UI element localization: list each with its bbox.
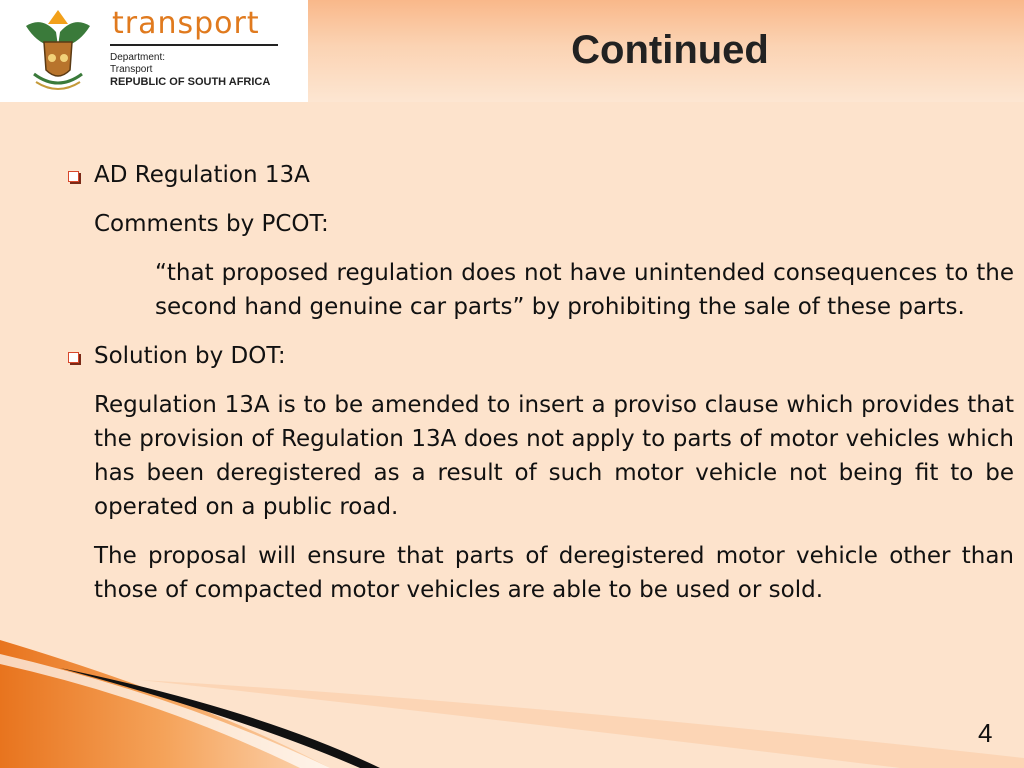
bullet-ad-regulation-text: AD Regulation 13A	[94, 162, 310, 188]
logo-department-name: Transport	[110, 64, 153, 75]
footer-swoosh-decoration	[0, 640, 1024, 768]
bullet-solution	[66, 339, 1014, 373]
bullet-solution-text: Solution by DOT:	[94, 343, 286, 369]
proposal-paragraph: The proposal will ensure that parts of deregistered motor vehicle other than those of compacted motor vehicles are able to be used or sold.	[94, 543, 1014, 603]
header-logo	[0, 0, 308, 102]
solution-paragraph: Regulation 13A is to be amended to insert a proviso clause which provides that the provision of Regulation 13A does not apply to parts of motor vehicles which has been deregistered as a result of such motor vehicle not being fit to be operated on a public road.	[94, 392, 1014, 520]
slide-title: Continued	[571, 28, 769, 72]
bullet-ad-regulation	[66, 158, 1014, 192]
logo-department-label: Department:	[110, 52, 166, 63]
logo-divider	[110, 44, 278, 46]
comments-heading: Comments by PCOT:	[94, 211, 329, 237]
slide-content	[66, 158, 1014, 622]
page-number: 4	[978, 718, 993, 748]
bullet-square-icon	[68, 352, 79, 363]
logo-country-name: REPUBLIC OF SOUTH AFRICA	[110, 76, 271, 88]
coat-of-arms-icon	[18, 6, 98, 94]
transport-wordmark: transport	[112, 6, 260, 41]
pcot-quote: “that proposed regulation does not have unintended consequences to the second hand genuine car parts” by prohibiting the sale of these parts.	[155, 260, 1014, 320]
bullet-square-icon	[68, 171, 79, 182]
